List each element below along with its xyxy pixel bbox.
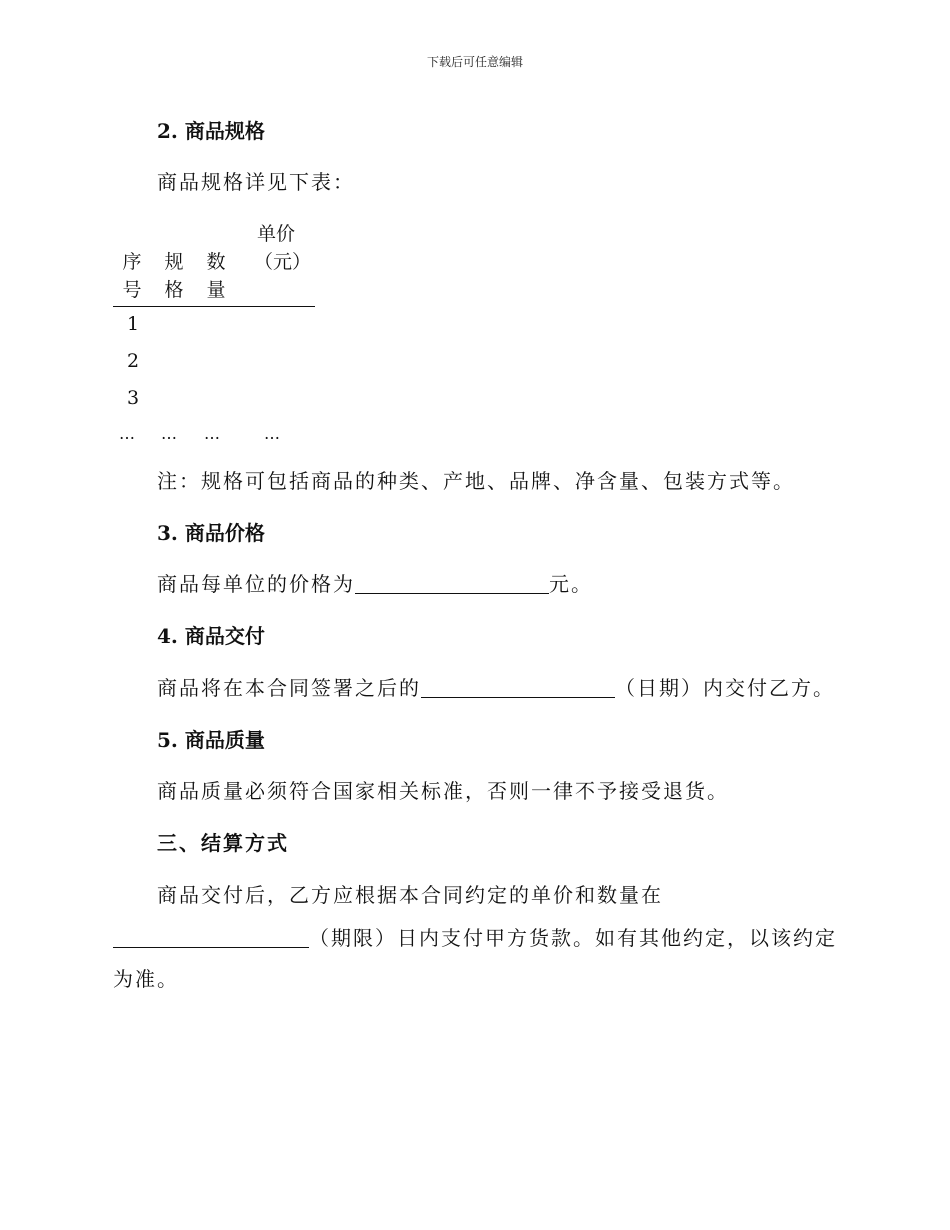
table-row: 1 bbox=[127, 313, 140, 335]
table-header-index bbox=[121, 248, 143, 304]
section-heading-quality: 5. 商品质量 bbox=[157, 728, 265, 752]
delivery-blank-field[interactable] bbox=[421, 677, 615, 698]
section-heading-settlement: 三、结算方式 bbox=[157, 831, 289, 855]
table-row: 2 bbox=[127, 350, 140, 372]
settlement-line-1: 商品交付后，乙方应根据本合同约定的单价和数量在 bbox=[157, 883, 663, 907]
settlement-line-3: 为准。 bbox=[113, 967, 179, 991]
table-row: 3 bbox=[127, 387, 140, 409]
delivery-paragraph bbox=[157, 672, 835, 701]
settlement-line-2-text: （期限）日内支付甲方货款。如有其他约定，以该约定 bbox=[309, 926, 837, 950]
table-header-quantity bbox=[205, 248, 227, 304]
section-heading-price: 3. 商品价格 bbox=[157, 521, 265, 545]
table-header-unit-price bbox=[254, 220, 312, 276]
price-text-after: 元。 bbox=[549, 572, 593, 596]
table-ellipsis-spec: … bbox=[161, 424, 178, 443]
settlement-line-2 bbox=[113, 922, 837, 951]
spec-intro-text: 商品规格详见下表： bbox=[157, 170, 355, 194]
section-heading-delivery: 4. 商品交付 bbox=[157, 624, 265, 648]
table-header-spec-label: 规格 bbox=[164, 251, 184, 301]
delivery-text-before: 商品将在本合同签署之后的 bbox=[157, 676, 421, 700]
table-header-quantity-label: 数量 bbox=[206, 251, 226, 301]
table-ellipsis-index: … bbox=[119, 424, 136, 443]
delivery-text-after: （日期）内交付乙方。 bbox=[615, 676, 835, 700]
table-ellipsis-price: … bbox=[264, 424, 281, 443]
spec-note-text: 注：规格可包括商品的种类、产地、品牌、净含量、包装方式等。 bbox=[157, 469, 795, 493]
table-header-spec bbox=[163, 248, 185, 304]
section-heading-spec: 2. 商品规格 bbox=[157, 119, 265, 143]
price-paragraph bbox=[157, 568, 593, 597]
price-blank-field[interactable] bbox=[355, 573, 549, 594]
page-header-note: 下载后可任意编辑 bbox=[426, 55, 523, 69]
table-ellipsis-quantity: … bbox=[204, 424, 221, 443]
table-header-unit-price-label: 单价（元） bbox=[254, 223, 312, 273]
quality-text: 商品质量必须符合国家相关标准，否则一律不予接受退货。 bbox=[157, 779, 729, 803]
settlement-blank-field[interactable] bbox=[113, 927, 309, 948]
table-header-rule bbox=[113, 306, 315, 307]
price-text-before: 商品每单位的价格为 bbox=[157, 572, 355, 596]
table-header-index-label: 序号 bbox=[122, 251, 142, 301]
